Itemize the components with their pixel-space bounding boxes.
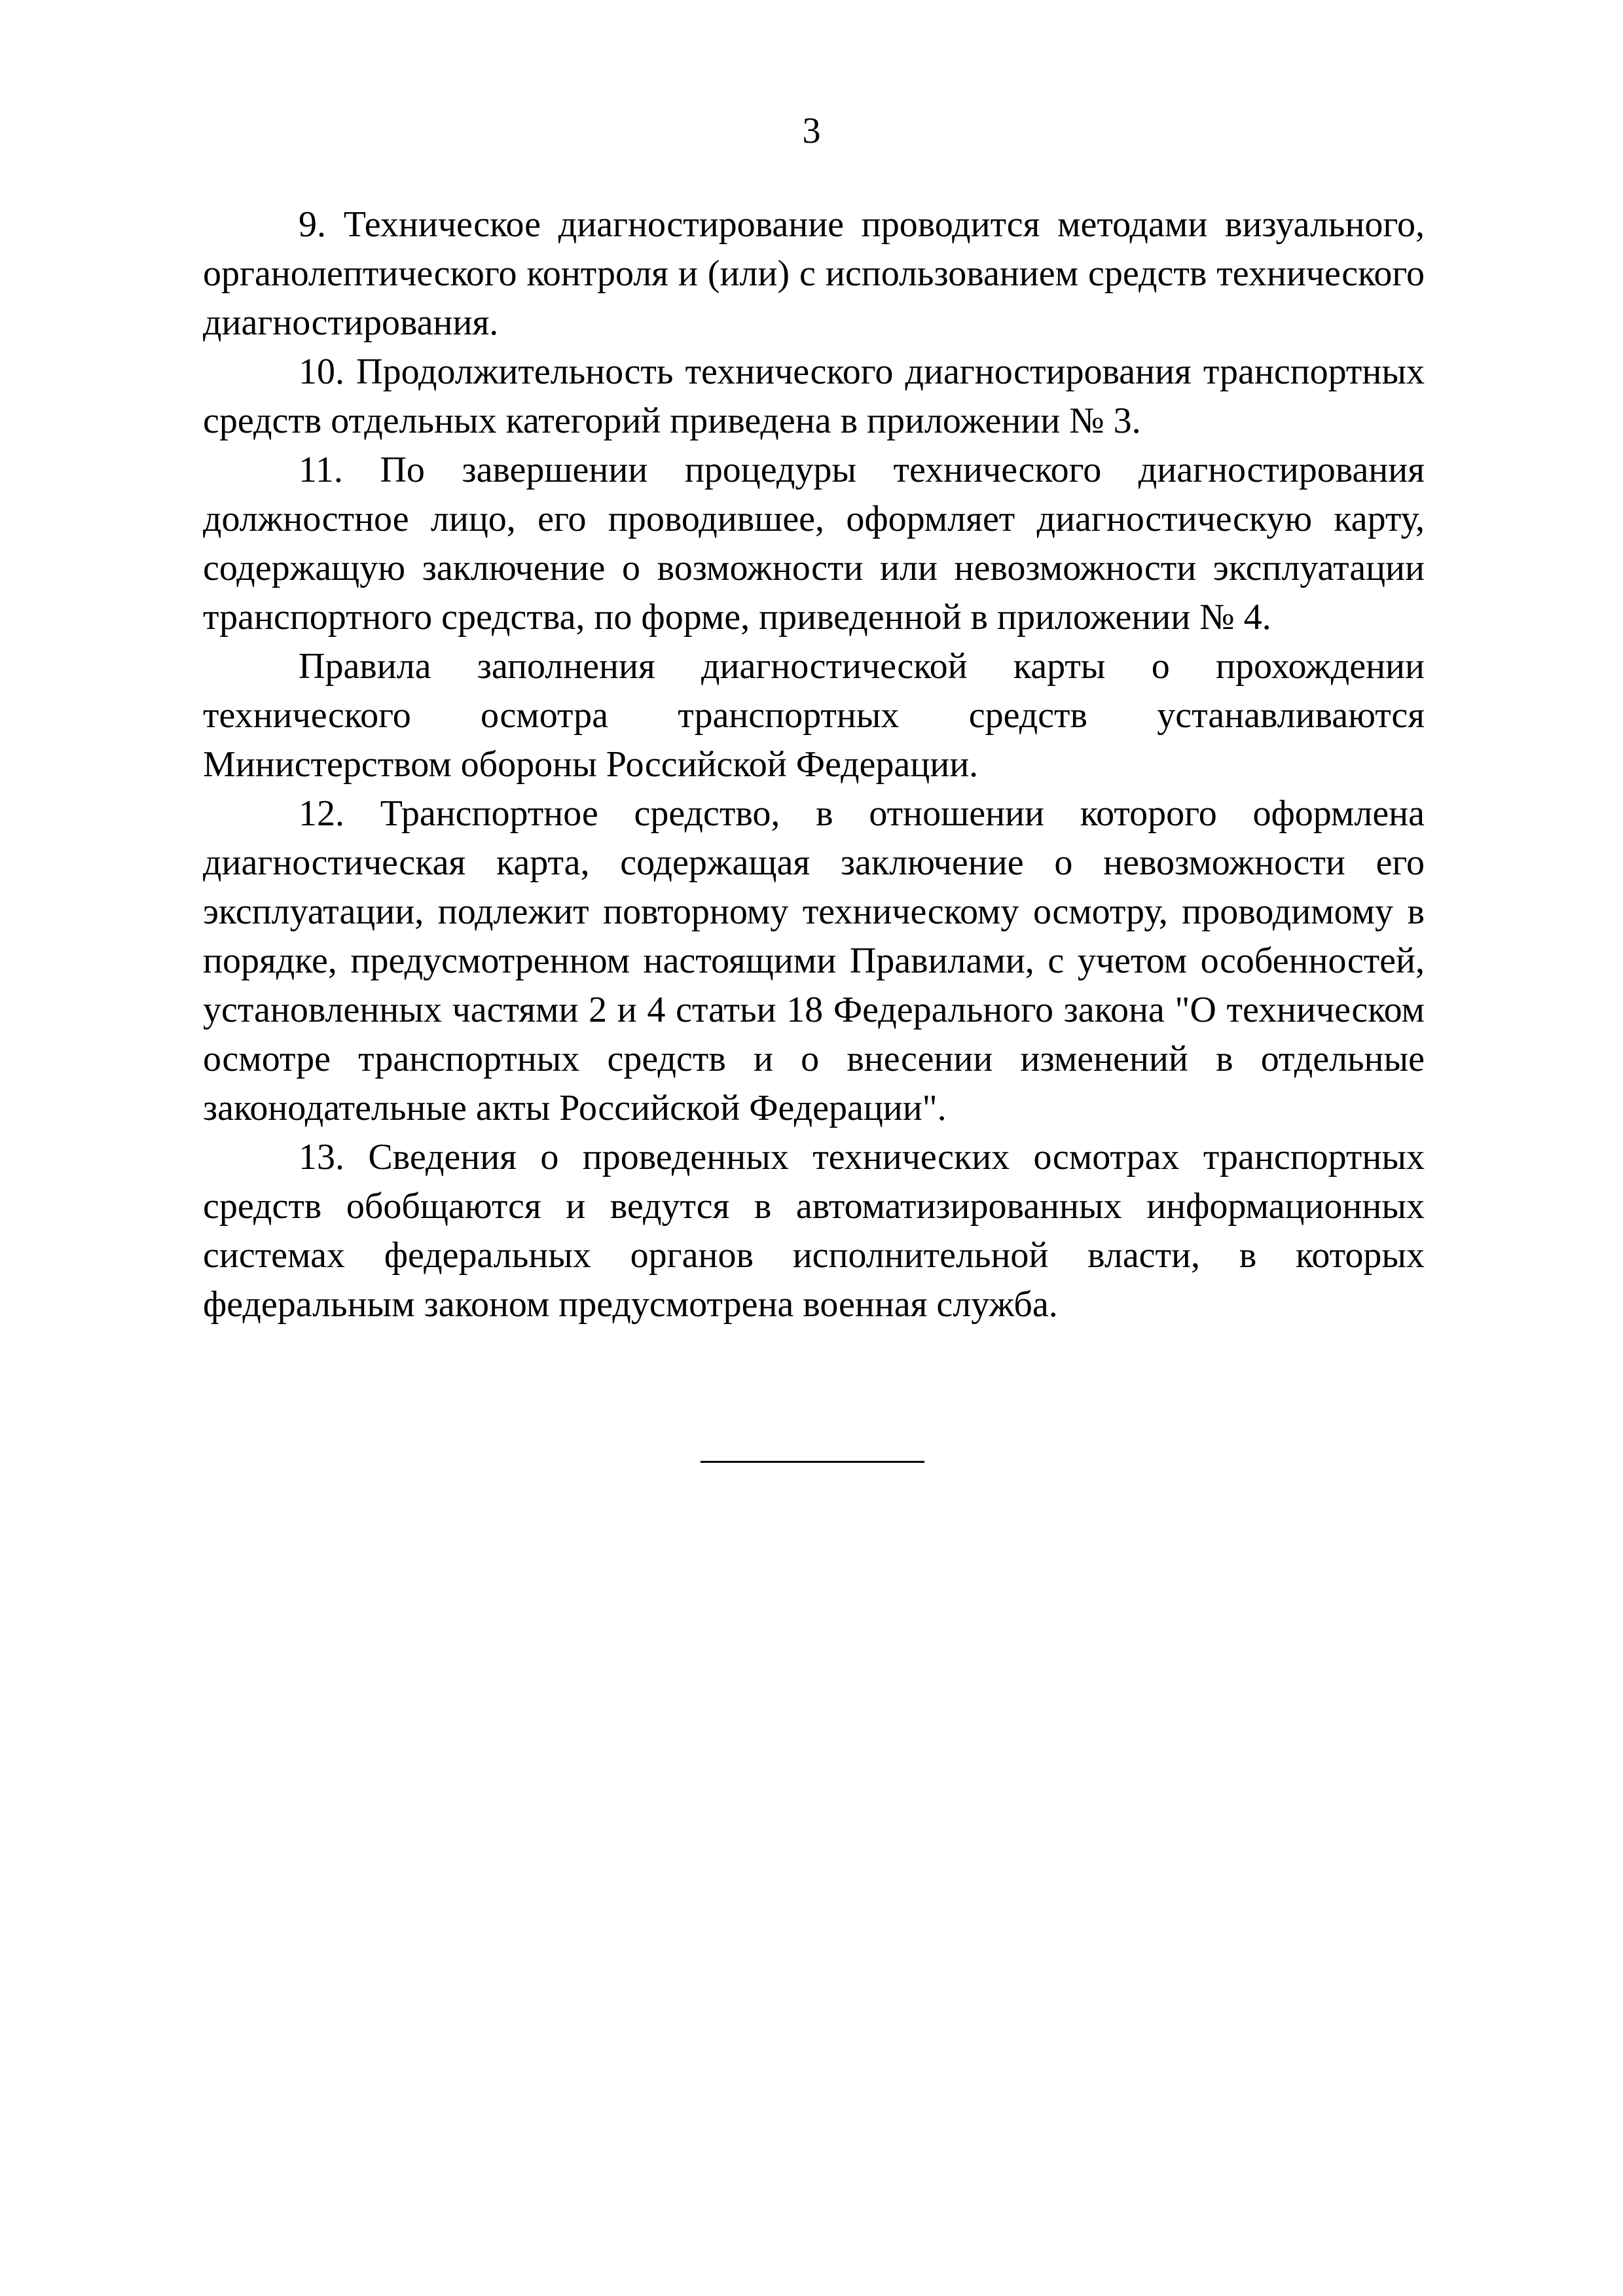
paragraph-9: 9. Техническое диагностирование проводится методами визуального, органолептического контроля и (или) с использованием средств технического диагностирования. [203,204,1425,343]
paragraph-11: 11. По завершении процедуры технического диагностирования должностное лицо, его проводившее, оформляет диагностическую карту, содержащую заключение о возможности или невозможности эксплуатации транспортного средства, по форме, приведенной в приложении № 4. [203,450,1425,637]
paragraph-12: 12. Транспортное средство, в отношении которого оформлена диагностическая карта, содержащая заключение о невозможности его эксплуатации, подлежит повторному техническому осмотру, проводимому в порядке, предусмотренном настоящими Правилами, с учетом особенностей, установленных частями 2 и 4 статьи 18 Федерального закона "О техническом осмотре транспортных средств и о внесении изменений в отдельные законодательные акты Российской Федерации". [203,793,1425,1128]
paragraph-11-rules: Правила заполнения диагностической карты о прохождении технического осмотра транспортных средств устанавливаются Министерством обороны Российской Федерации. [203,646,1425,785]
end-of-text-rule [701,1461,924,1463]
document-body [203,200,1425,1329]
paragraph-13: 13. Сведения о проведенных технических осмотрах транспортных средств обобщаются и ведутся в автоматизированных информационных системах федеральных органов исполнительной власти, в которых федеральным законом предусмотрена военная служба. [203,1137,1425,1325]
page-number: 3 [802,111,821,151]
paragraph-10: 10. Продолжительность технического диагностирования транспортных средств отдельных категорий приведена в приложении № 3. [203,351,1425,441]
